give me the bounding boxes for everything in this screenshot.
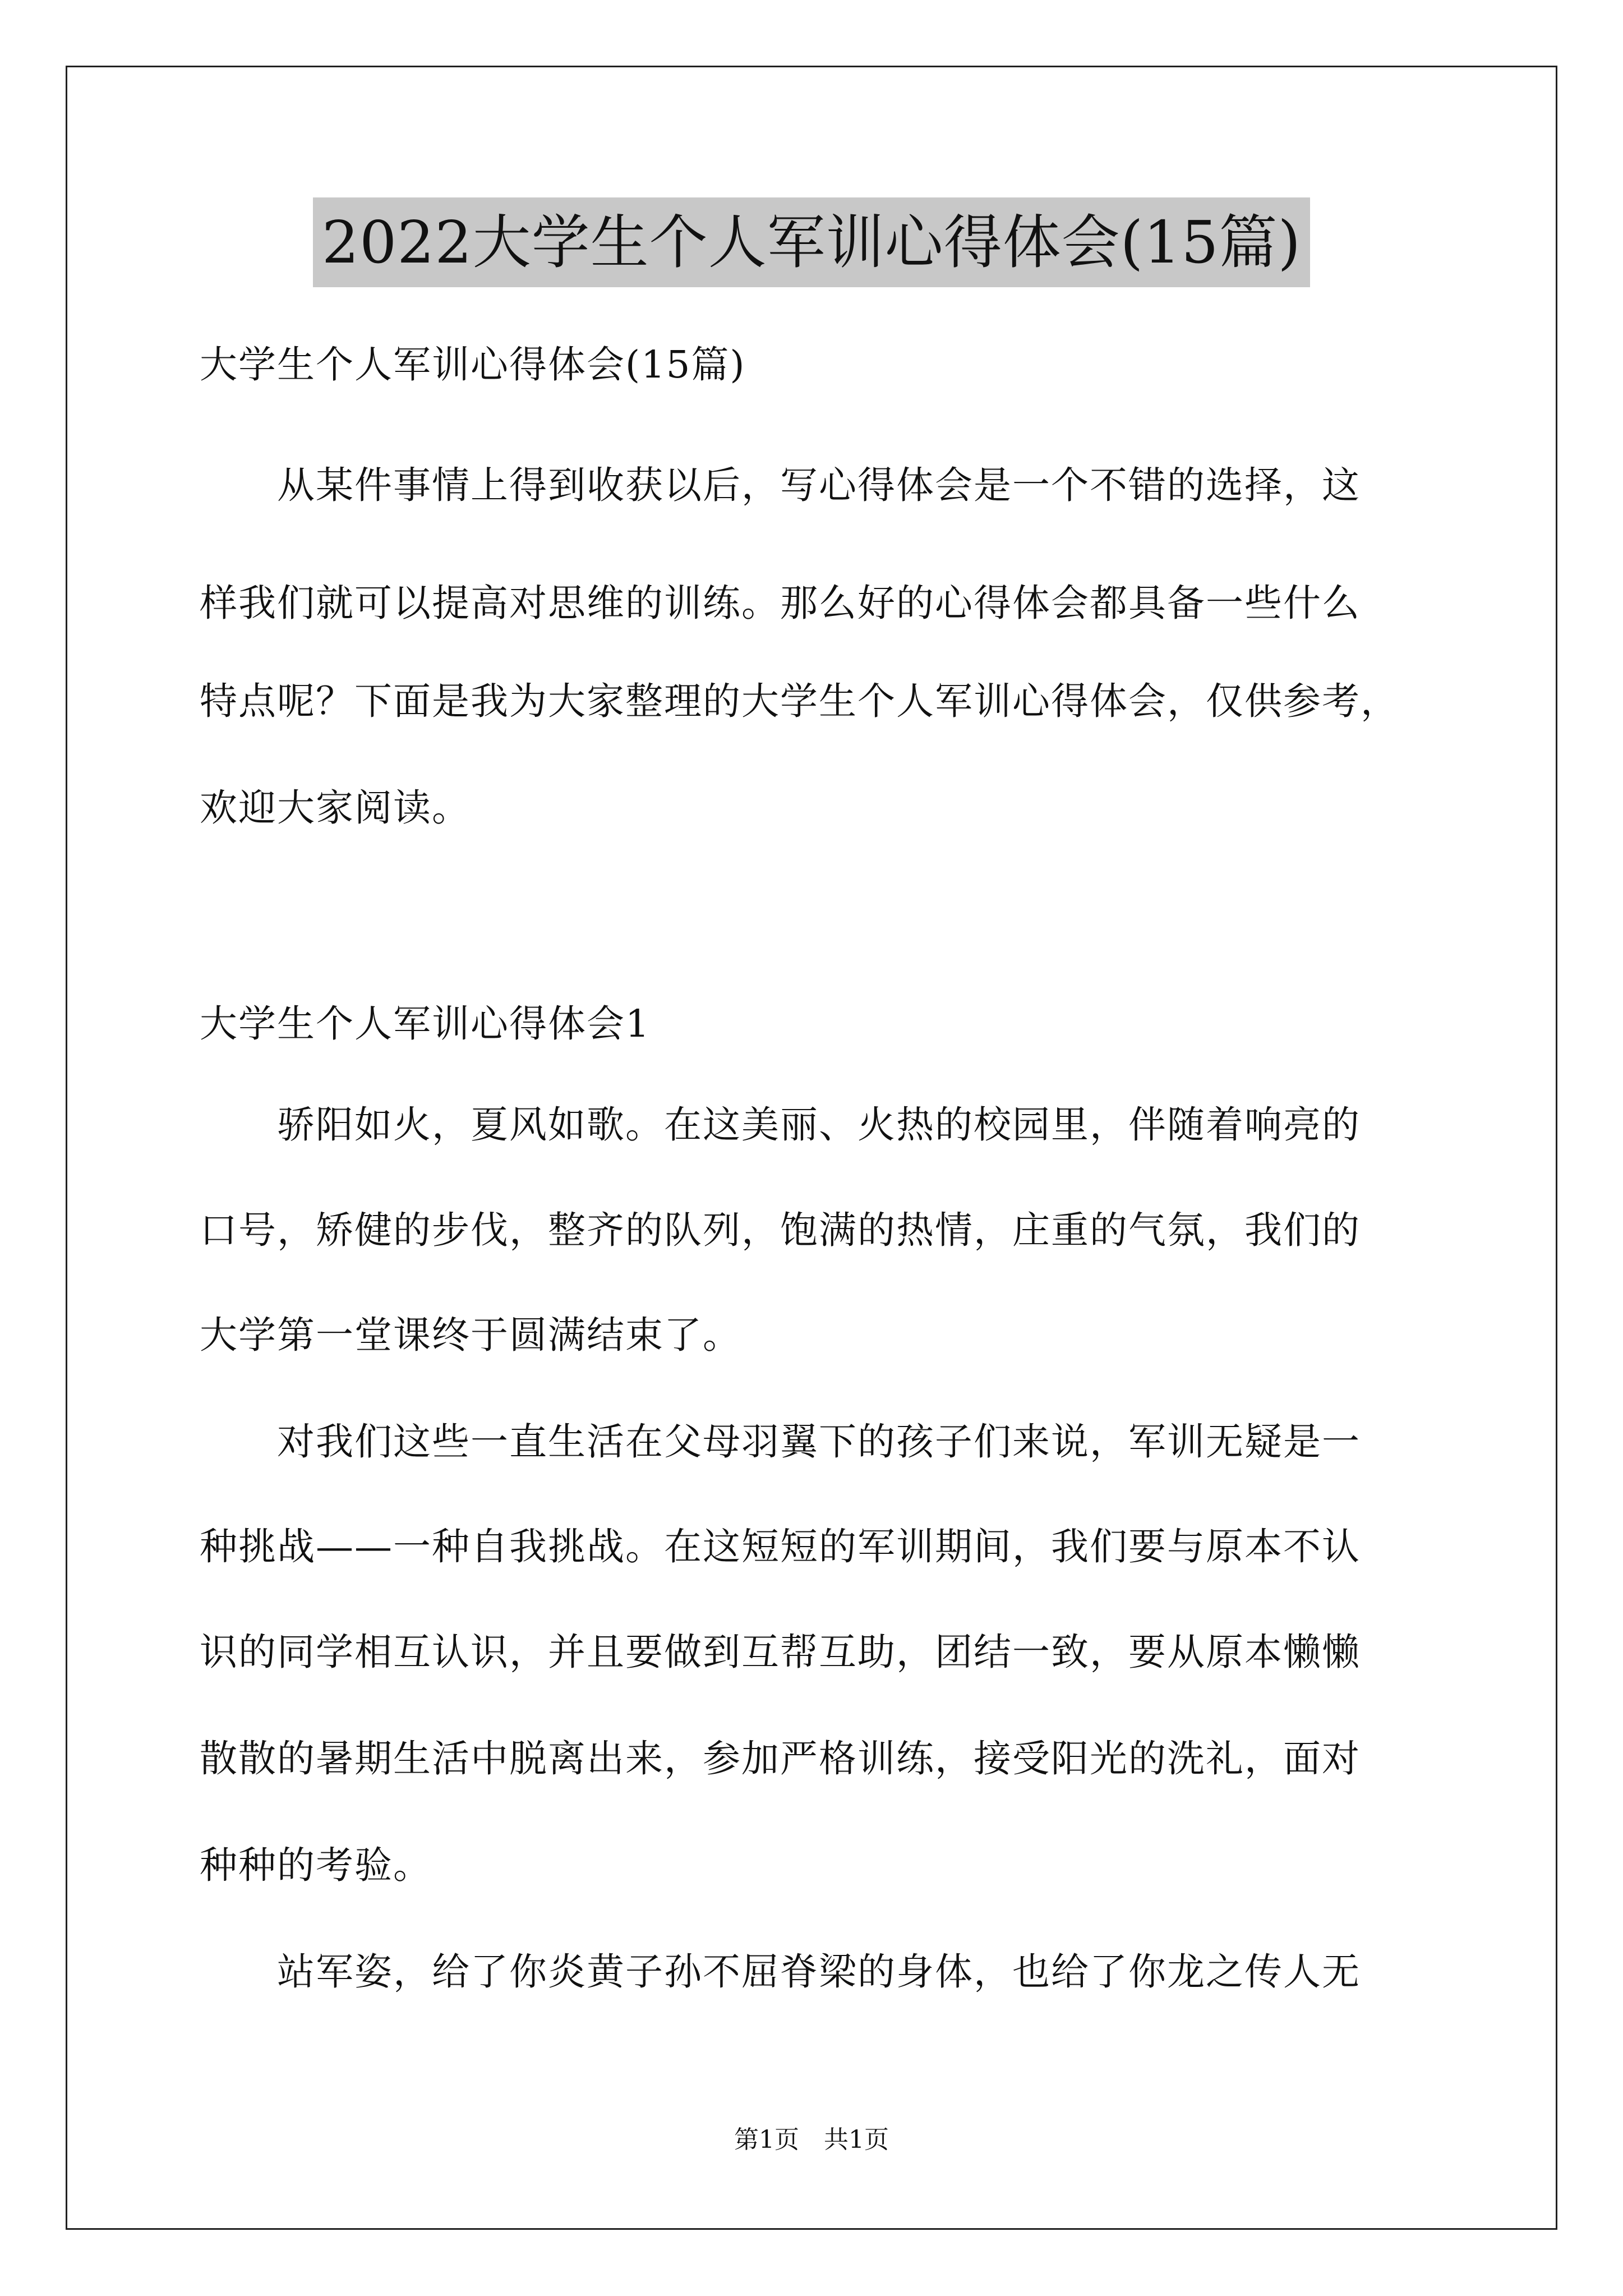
paragraph-line: 口号，矫健的步伐，整齐的队列，饱满的热情，庄重的气氛，我们的: [200, 1208, 1361, 1252]
document-title: 2022大学生个人军训心得体会(15篇): [313, 197, 1310, 287]
title-container: [0, 197, 1623, 287]
paragraph-line: 识的同学相互认识，并且要做到互帮互助，团结一致，要从原本懒懒: [200, 1630, 1361, 1674]
paragraph-line: 对我们这些一直生活在父母羽翼下的孩子们来说，军训无疑是一: [200, 1420, 1361, 1464]
paragraph-line: 特点呢？下面是我为大家整理的大学生个人军训心得体会，仅供参考，: [200, 679, 1399, 723]
page-footer: 第1页 共1页: [734, 2125, 889, 2154]
subtitle-line: 大学生个人军训心得体会(15篇): [200, 343, 746, 386]
paragraph-line: 种种的考验。: [200, 1843, 432, 1887]
paragraph-line: 从某件事情上得到收获以后，写心得体会是一个不错的选择，这: [200, 463, 1361, 507]
paragraph-line: 骄阳如火，夏风如歌。在这美丽、火热的校园里，伴随着响亮的: [200, 1103, 1361, 1147]
paragraph-line: 种挑战——一种自我挑战。在这短短的军训期间，我们要与原本不认: [200, 1525, 1361, 1568]
paragraph-line: 大学第一堂课终于圆满结束了。: [200, 1313, 741, 1357]
paragraph-line: 欢迎大家阅读。: [200, 786, 471, 830]
paragraph-line: 散散的暑期生活中脱离出来，参加严格训练，接受阳光的洗礼，面对: [200, 1737, 1361, 1780]
paragraph-line: 站军姿，给了你炎黄子孙不屈脊梁的身体，也给了你龙之传人无: [200, 1950, 1361, 1994]
paragraph-line: 样我们就可以提高对思维的训练。那么好的心得体会都具备一些什么: [200, 581, 1361, 625]
section-heading: 大学生个人军训心得体会1: [200, 1002, 651, 1046]
